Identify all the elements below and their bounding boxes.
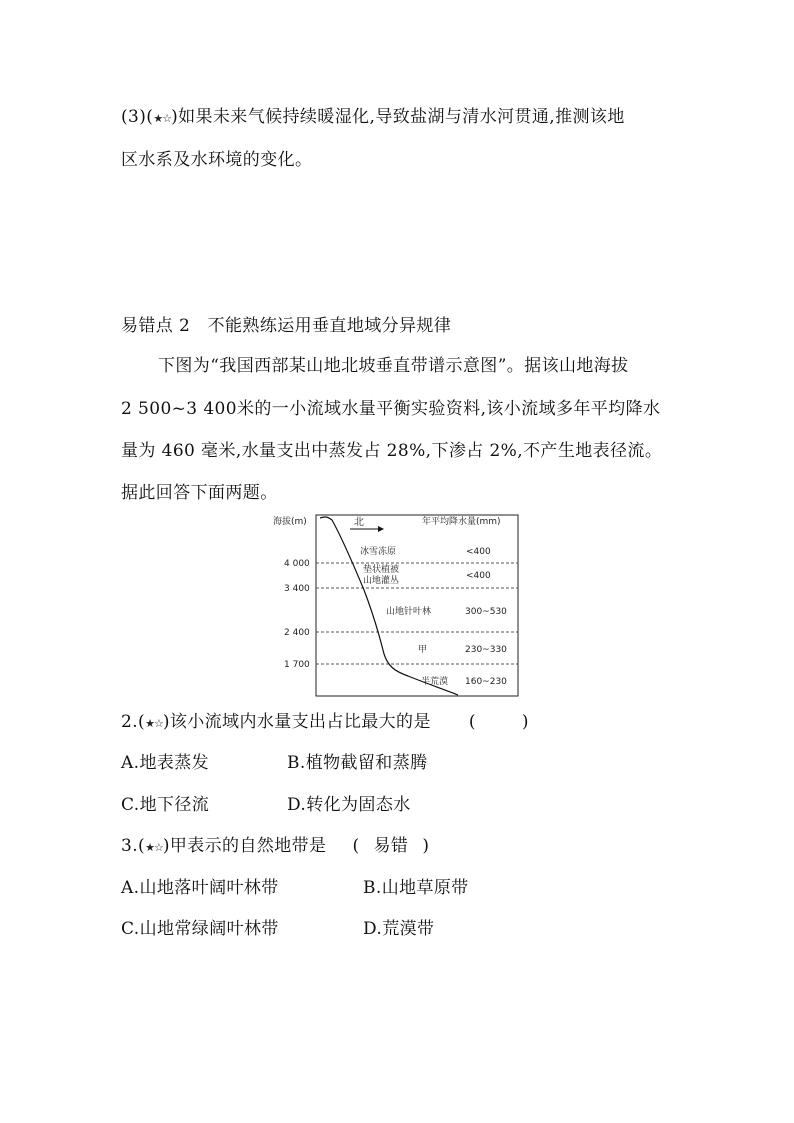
belt-precip-4: 230~330 bbox=[465, 645, 507, 655]
question-3-option-c: C.山地常绿阔叶林带 bbox=[121, 919, 279, 939]
y-tick-4000: 4 000 bbox=[284, 559, 310, 569]
belt-precip-1: <400 bbox=[466, 547, 491, 557]
question-3-option-a: A.山地落叶阔叶林带 bbox=[121, 878, 279, 898]
precip-header-label: 年平均降水量(mm) bbox=[422, 517, 501, 527]
difficulty-star-icon: ★☆ bbox=[145, 717, 163, 730]
y-tick-2400: 2 400 bbox=[284, 628, 310, 638]
belt-precip-3: 300~530 bbox=[465, 607, 507, 617]
arrow-right-icon bbox=[378, 526, 384, 532]
answer-paren-close: ) bbox=[521, 712, 529, 732]
y-tick-3400: 3 400 bbox=[284, 584, 310, 594]
question-3-option-d: D.荒漠带 bbox=[363, 919, 435, 939]
question-3-option-b: B.山地草原带 bbox=[363, 878, 469, 898]
mountain-slope-profile bbox=[320, 517, 458, 695]
y-tick-1700: 1 700 bbox=[284, 660, 310, 670]
question-2-option-c: C.地下径流 bbox=[121, 795, 210, 815]
error-prone-tag: 易错 bbox=[373, 836, 409, 856]
question-2-option-b: B.植物截留和蒸腾 bbox=[287, 753, 428, 773]
intro-line3: 量为 460 毫米,水量支出中蒸发占 28%,下渗占 2%,不产生地表径流。 bbox=[121, 441, 663, 461]
q3-part-prefix: (3) bbox=[121, 107, 147, 127]
y-axis-label: 海拔(m) bbox=[273, 517, 307, 527]
answer-paren-close: ) bbox=[422, 836, 430, 856]
belt-name-2b: 山地灌丛 bbox=[363, 576, 400, 586]
belt-precip-2: <400 bbox=[466, 571, 491, 581]
question-3-text: 甲表示的自然地带是 bbox=[169, 836, 327, 856]
difficulty-star-icon: ★☆ bbox=[153, 112, 172, 125]
question-2-option-d: D.转化为固态水 bbox=[287, 795, 411, 815]
answer-paren-open: ( bbox=[352, 836, 360, 856]
diagram-svg bbox=[268, 508, 520, 702]
question-2-text: 该小流域内水量支出占比最大的是 bbox=[169, 712, 431, 732]
intro-line4: 据此回答下面两题。 bbox=[121, 483, 278, 503]
belt-name-5: 半荒漠 bbox=[421, 677, 449, 687]
belt-precip-5: 160~230 bbox=[465, 677, 507, 687]
difficulty-star-icon: ★☆ bbox=[145, 841, 163, 854]
question-3-number: 3. bbox=[121, 836, 139, 856]
q3-part-text-line1: 如果未来气候持续暖湿化,导致盐湖与清水河贯通,推测该地 bbox=[178, 107, 625, 127]
section-title: 易错点 2 不能熟练运用垂直地域分异规律 bbox=[121, 316, 452, 336]
intro-line1: 下图为“我国西部某山地北坡垂直带谱示意图”。据该山地海拔 bbox=[158, 356, 629, 376]
belt-name-1: 冰雪冻原 bbox=[360, 547, 397, 557]
belt-name-2a: 垫状植被 bbox=[363, 565, 400, 575]
q3-part-line2: 区水系及水环境的变化。 bbox=[121, 150, 313, 170]
question-2-number: 2. bbox=[121, 712, 139, 732]
question-2-option-a: A.地表蒸发 bbox=[121, 753, 210, 773]
diagram-frame bbox=[316, 515, 518, 696]
belt-name-3: 山地针叶林 bbox=[386, 607, 432, 617]
north-label: 北 bbox=[354, 517, 364, 528]
belt-name-4: 甲 bbox=[418, 645, 428, 655]
question-3-stem: 3.(★☆)甲表示的自然地带是 ( 易错 ) bbox=[121, 836, 430, 856]
intro-line2: 2 500~3 400米的一小流域水量平衡实验资料,该小流域多年平均降水 bbox=[121, 399, 661, 419]
question-2-stem: 2.(★☆)该小流域内水量支出占比最大的是 ( ) bbox=[121, 712, 529, 732]
answer-paren-open: ( bbox=[468, 712, 476, 732]
q3-part-line1: (3)(★☆)如果未来气候持续暖湿化,导致盐湖与清水河贯通,推测该地 bbox=[121, 107, 625, 127]
vertical-zonation-diagram bbox=[268, 508, 520, 702]
